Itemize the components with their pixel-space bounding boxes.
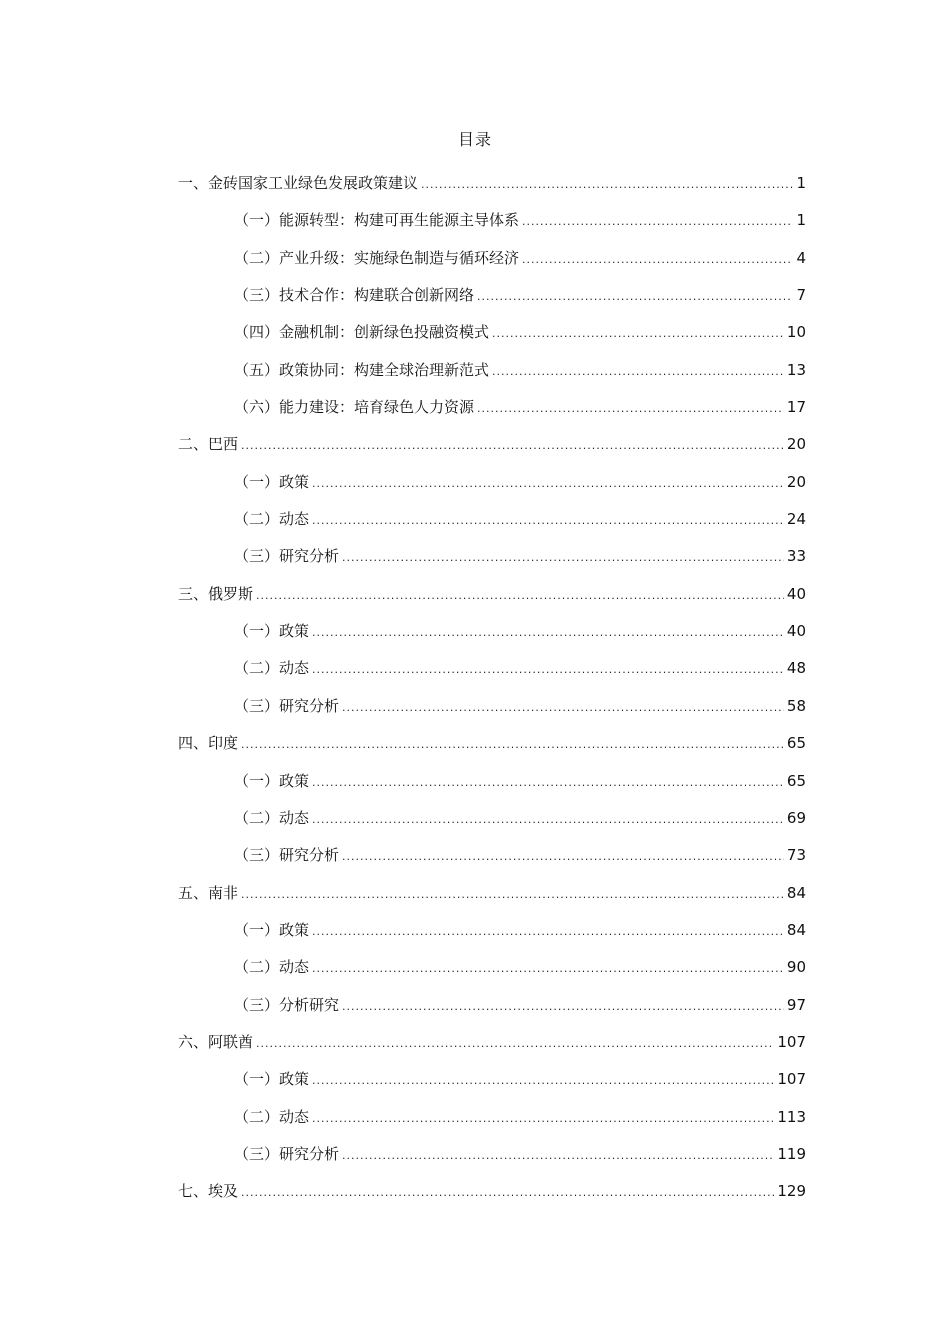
toc-entry-page-number: 97	[786, 995, 806, 1014]
toc-dot-leader	[312, 919, 784, 945]
toc-section-entry[interactable]	[178, 768, 806, 805]
toc-list	[178, 170, 806, 1216]
toc-chapter-entry[interactable]	[178, 431, 806, 468]
toc-dot-leader	[241, 732, 784, 758]
toc-dot-leader	[312, 508, 784, 534]
toc-entry-label: （四）金融机制：创新绿色投融资模式	[234, 323, 490, 342]
toc-entry-label: （一）政策	[234, 622, 310, 641]
toc-entry-page-number: 69	[786, 808, 806, 827]
toc-entry-label: （二）产业升级：实施绿色制造与循环经济	[234, 248, 520, 267]
toc-chapter-entry[interactable]	[178, 1029, 806, 1066]
toc-title: 目录	[457, 130, 492, 149]
toc-section-entry[interactable]	[178, 1104, 806, 1141]
toc-section-entry[interactable]	[178, 992, 806, 1029]
toc-entry-label: （二）动态	[234, 1107, 310, 1126]
toc-dot-leader	[522, 209, 793, 235]
toc-entry-page-number: 33	[786, 547, 806, 566]
toc-dot-leader	[312, 807, 784, 833]
toc-entry-page-number: 84	[786, 883, 806, 902]
toc-dot-leader	[312, 620, 784, 646]
toc-dot-leader	[522, 247, 793, 273]
toc-section-entry[interactable]	[178, 1066, 806, 1103]
toc-dot-leader	[342, 545, 784, 571]
toc-entry-page-number: 90	[786, 958, 806, 977]
toc-dot-leader	[241, 433, 784, 459]
toc-chapter-entry[interactable]	[178, 170, 806, 207]
toc-entry-label: （六）能力建设：培育绿色人力资源	[234, 398, 475, 417]
toc-section-entry[interactable]	[178, 207, 806, 244]
toc-dot-leader	[241, 882, 784, 908]
toc-entry-page-number: 107	[777, 1032, 806, 1051]
toc-entry-label: 二、巴西	[178, 435, 239, 454]
toc-entry-page-number: 119	[777, 1144, 806, 1163]
toc-section-entry[interactable]	[178, 805, 806, 842]
toc-section-entry[interactable]	[178, 245, 806, 282]
toc-dot-leader	[492, 359, 784, 385]
toc-entry-label: （三）技术合作：构建联合创新网络	[234, 286, 475, 305]
toc-entry-page-number: 48	[786, 659, 806, 678]
toc-dot-leader	[312, 471, 784, 497]
toc-dot-leader	[312, 657, 784, 683]
toc-dot-leader	[256, 583, 784, 609]
toc-entry-label: （三）分析研究	[234, 995, 340, 1014]
toc-entry-label: （二）动态	[234, 659, 310, 678]
toc-entry-label: （五）政策协同：构建全球治理新范式	[234, 360, 490, 379]
toc-section-entry[interactable]	[178, 543, 806, 580]
toc-entry-page-number: 24	[786, 510, 806, 529]
toc-entry-page-number: 7	[796, 286, 806, 305]
toc-entry-page-number: 20	[786, 435, 806, 454]
toc-entry-page-number: 58	[786, 696, 806, 715]
toc-entry-label: （三）研究分析	[234, 846, 340, 865]
toc-entry-page-number: 1	[796, 211, 806, 230]
toc-section-entry[interactable]	[178, 469, 806, 506]
toc-section-entry[interactable]	[178, 357, 806, 394]
toc-entry-label: 四、印度	[178, 734, 239, 753]
toc-section-entry[interactable]	[178, 954, 806, 991]
toc-entry-label: 五、南非	[178, 883, 239, 902]
toc-dot-leader	[312, 1106, 774, 1132]
toc-entry-label: （三）研究分析	[234, 547, 340, 566]
toc-entry-label: 一、金砖国家工业绿色发展政策建议	[178, 174, 419, 192]
toc-dot-leader	[477, 284, 793, 310]
toc-dot-leader	[342, 844, 784, 870]
toc-entry-label: （二）动态	[234, 808, 310, 827]
toc-section-entry[interactable]	[178, 655, 806, 692]
toc-dot-leader	[312, 770, 784, 796]
toc-entry-page-number: 20	[786, 472, 806, 491]
toc-section-entry[interactable]	[178, 1141, 806, 1178]
toc-entry-label: （三）研究分析	[234, 696, 340, 715]
toc-section-entry[interactable]	[178, 693, 806, 730]
toc-dot-leader	[312, 1068, 774, 1094]
toc-chapter-entry[interactable]	[178, 880, 806, 917]
toc-entry-label: （二）动态	[234, 958, 310, 977]
toc-entry-label: （一）政策	[234, 472, 310, 491]
toc-entry-page-number: 13	[786, 360, 806, 379]
toc-entry-page-number: 40	[786, 584, 806, 603]
toc-entry-page-number: 4	[796, 248, 806, 267]
toc-section-entry[interactable]	[178, 394, 806, 431]
toc-entry-page-number: 40	[786, 622, 806, 641]
toc-section-entry[interactable]	[178, 842, 806, 879]
toc-dot-leader	[342, 695, 784, 721]
toc-entry-label: （一）政策	[234, 771, 310, 790]
toc-entry-label: （一）能源转型：构建可再生能源主导体系	[234, 211, 520, 230]
toc-section-entry[interactable]	[178, 618, 806, 655]
toc-entry-page-number: 129	[777, 1182, 806, 1201]
toc-dot-leader	[241, 1180, 774, 1206]
toc-entry-label: （三）研究分析	[234, 1144, 340, 1163]
toc-dot-leader	[477, 396, 784, 422]
toc-entry-label: （一）政策	[234, 920, 310, 939]
toc-entry-label: （二）动态	[234, 510, 310, 529]
toc-entry-page-number: 17	[786, 398, 806, 417]
toc-entry-label: （一）政策	[234, 1070, 310, 1089]
toc-dot-leader	[492, 321, 784, 347]
toc-dot-leader	[256, 1031, 774, 1057]
toc-chapter-entry[interactable]	[178, 730, 806, 767]
toc-entry-page-number: 107	[777, 1070, 806, 1089]
toc-entry-page-number: 65	[786, 771, 806, 790]
toc-chapter-entry[interactable]	[178, 1178, 806, 1215]
toc-section-entry[interactable]	[178, 282, 806, 319]
toc-section-entry[interactable]	[178, 319, 806, 356]
toc-entry-page-number: 10	[786, 323, 806, 342]
toc-dot-leader	[312, 956, 784, 982]
toc-entry-label: 七、埃及	[178, 1182, 239, 1201]
toc-entry-label: 三、俄罗斯	[178, 584, 254, 603]
toc-entry-page-number: 113	[777, 1107, 806, 1126]
toc-dot-leader	[342, 994, 784, 1020]
toc-entry-page-number: 1	[796, 174, 806, 192]
toc-dot-leader	[421, 172, 793, 198]
toc-entry-page-number: 84	[786, 920, 806, 939]
toc-section-entry[interactable]	[178, 917, 806, 954]
toc-dot-leader	[342, 1143, 774, 1169]
toc-section-entry[interactable]	[178, 506, 806, 543]
toc-chapter-entry[interactable]	[178, 581, 806, 618]
toc-entry-label: 六、阿联酋	[178, 1032, 254, 1051]
toc-entry-page-number: 65	[786, 734, 806, 753]
toc-entry-page-number: 73	[786, 846, 806, 865]
